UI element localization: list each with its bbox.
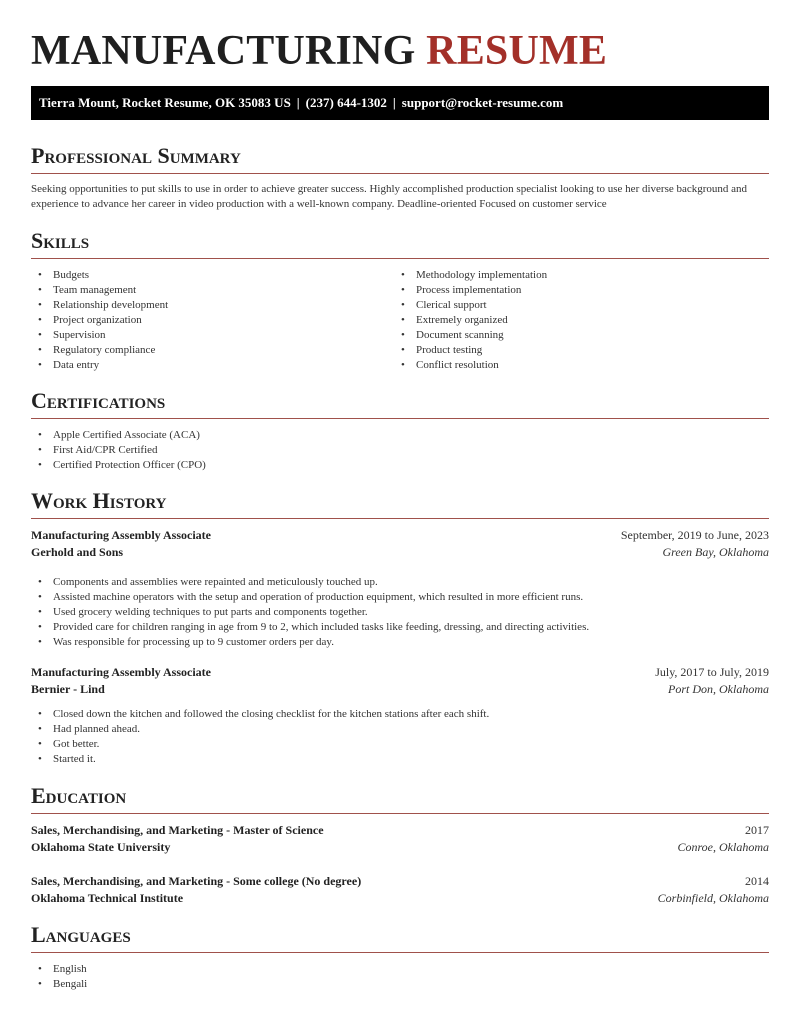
job-entry xyxy=(31,664,769,767)
education-school-row xyxy=(31,890,769,907)
job-duty: • Components and assemblies were repainted and meticulously touched up. xyxy=(31,575,769,590)
job-duty: • Closed down the kitchen and followed the closing checklist for the kitchen stations after each shift. xyxy=(31,707,769,722)
section-divider xyxy=(31,418,769,419)
job-duty: • Got better. xyxy=(31,737,769,752)
education-school: Oklahoma State University xyxy=(31,840,171,854)
skill-item: • Methodology implementation xyxy=(394,268,757,283)
languages-section xyxy=(31,921,769,992)
section-divider xyxy=(31,173,769,174)
education-school: Oklahoma Technical Institute xyxy=(31,891,184,905)
job-duties-list xyxy=(31,707,769,767)
job-location: Port Don, Oklahoma xyxy=(668,682,769,696)
work-history-section xyxy=(31,487,769,767)
summary-section xyxy=(31,142,769,212)
education-degree-row xyxy=(31,873,769,890)
section-heading-summary: Professional Summary xyxy=(31,143,241,168)
language-item: • English xyxy=(31,962,769,977)
education-location: Corbinfield, Oklahoma xyxy=(657,891,769,905)
certifications-section xyxy=(31,387,769,473)
job-duty: • Started it. xyxy=(31,752,769,767)
job-company-row xyxy=(31,681,769,698)
summary-text: Seeking opportunities to put skills to use in order to achieve greater success. Highly accomplished production specialist looking to use her diverse background and experience to advance her career in video production with a well-known company. Deadline-oriented Focused on customer service xyxy=(31,183,748,210)
section-divider xyxy=(31,258,769,259)
skill-item: • Team management xyxy=(31,283,394,298)
skill-item: • Clerical support xyxy=(394,298,757,313)
skill-item: • Document scanning xyxy=(394,328,757,343)
skill-item: • Project organization xyxy=(31,313,394,328)
contact-phone: (237) 644-1302 xyxy=(305,95,387,110)
education-degree: Sales, Merchandising, and Marketing - Master of Science xyxy=(31,823,324,837)
education-location: Conroe, Oklahoma xyxy=(677,840,769,854)
education-section xyxy=(31,782,769,907)
job-duty: • Assisted machine operators with the setup and operation of production equipment, which resulted in more efficient runs. xyxy=(31,590,769,605)
education-school-row xyxy=(31,839,769,856)
job-duties-list xyxy=(31,575,769,650)
job-duty: • Provided care for children ranging in age from 9 to 2, which included tasks like feeding, dressing, and directing activities. xyxy=(31,620,769,635)
skill-item: • Relationship development xyxy=(31,298,394,313)
certifications-list xyxy=(31,428,769,473)
certification-item: • Certified Protection Officer (CPO) xyxy=(31,458,769,473)
section-heading-languages: Languages xyxy=(31,922,131,947)
education-degree: Sales, Merchandising, and Marketing - Some college (No degree) xyxy=(31,874,362,888)
section-divider xyxy=(31,952,769,953)
skill-item: • Regulatory compliance xyxy=(31,343,394,358)
skills-list-right xyxy=(394,268,757,373)
skill-item: • Data entry xyxy=(31,358,394,373)
job-company: Gerhold and Sons xyxy=(31,545,124,559)
certification-item: • First Aid/CPR Certified xyxy=(31,443,769,458)
title-accent: RESUME xyxy=(426,28,608,74)
section-heading-certifications: Certifications xyxy=(31,388,166,413)
section-heading-work: Work History xyxy=(31,488,167,513)
certification-item: • Apple Certified Associate (ACA) xyxy=(31,428,769,443)
education-entry xyxy=(31,822,769,856)
skills-columns xyxy=(31,268,769,373)
job-title: Manufacturing Assembly Associate xyxy=(31,528,211,542)
job-company: Bernier - Lind xyxy=(31,682,105,696)
job-dates: September, 2019 to June, 2023 xyxy=(620,528,769,542)
skills-list-left xyxy=(31,268,394,373)
job-title: Manufacturing Assembly Associate xyxy=(31,665,211,679)
job-company-row xyxy=(31,544,769,561)
job-duty: • Was responsible for processing up to 9 customer orders per day. xyxy=(31,635,769,650)
section-heading-skills: Skills xyxy=(31,228,90,253)
skill-item: • Extremely organized xyxy=(394,313,757,328)
education-year: 2014 xyxy=(745,874,769,888)
skill-item: • Product testing xyxy=(394,343,757,358)
skill-item: • Supervision xyxy=(31,328,394,343)
contact-separator: | xyxy=(392,95,396,110)
title-primary: MANUFACTURING xyxy=(31,28,416,74)
contact-email: support@rocket-resume.com xyxy=(401,95,564,110)
contact-separator: | xyxy=(296,95,300,110)
job-header-row xyxy=(31,527,769,544)
contact-address: Tierra Mount, Rocket Resume, OK 35083 US xyxy=(39,95,291,110)
contact-bar xyxy=(31,86,769,120)
section-divider xyxy=(31,518,769,519)
education-degree-row xyxy=(31,822,769,839)
education-entry xyxy=(31,873,769,907)
section-heading-education: Education xyxy=(31,783,127,808)
skills-section xyxy=(31,227,769,373)
resume-page xyxy=(31,0,769,992)
skill-item: • Process implementation xyxy=(394,283,757,298)
resume-title xyxy=(31,26,769,76)
skill-item: • Conflict resolution xyxy=(394,358,757,373)
education-year: 2017 xyxy=(745,823,769,837)
job-header-row xyxy=(31,664,769,681)
job-dates: July, 2017 to July, 2019 xyxy=(655,665,769,679)
language-item: • Bengali xyxy=(31,977,769,992)
section-divider xyxy=(31,813,769,814)
job-entry xyxy=(31,527,769,650)
job-location: Green Bay, Oklahoma xyxy=(662,545,769,559)
job-duty: • Used grocery welding techniques to put parts and components together. xyxy=(31,605,769,620)
skill-item: • Budgets xyxy=(31,268,394,283)
job-duty: • Had planned ahead. xyxy=(31,722,769,737)
languages-list xyxy=(31,962,769,992)
